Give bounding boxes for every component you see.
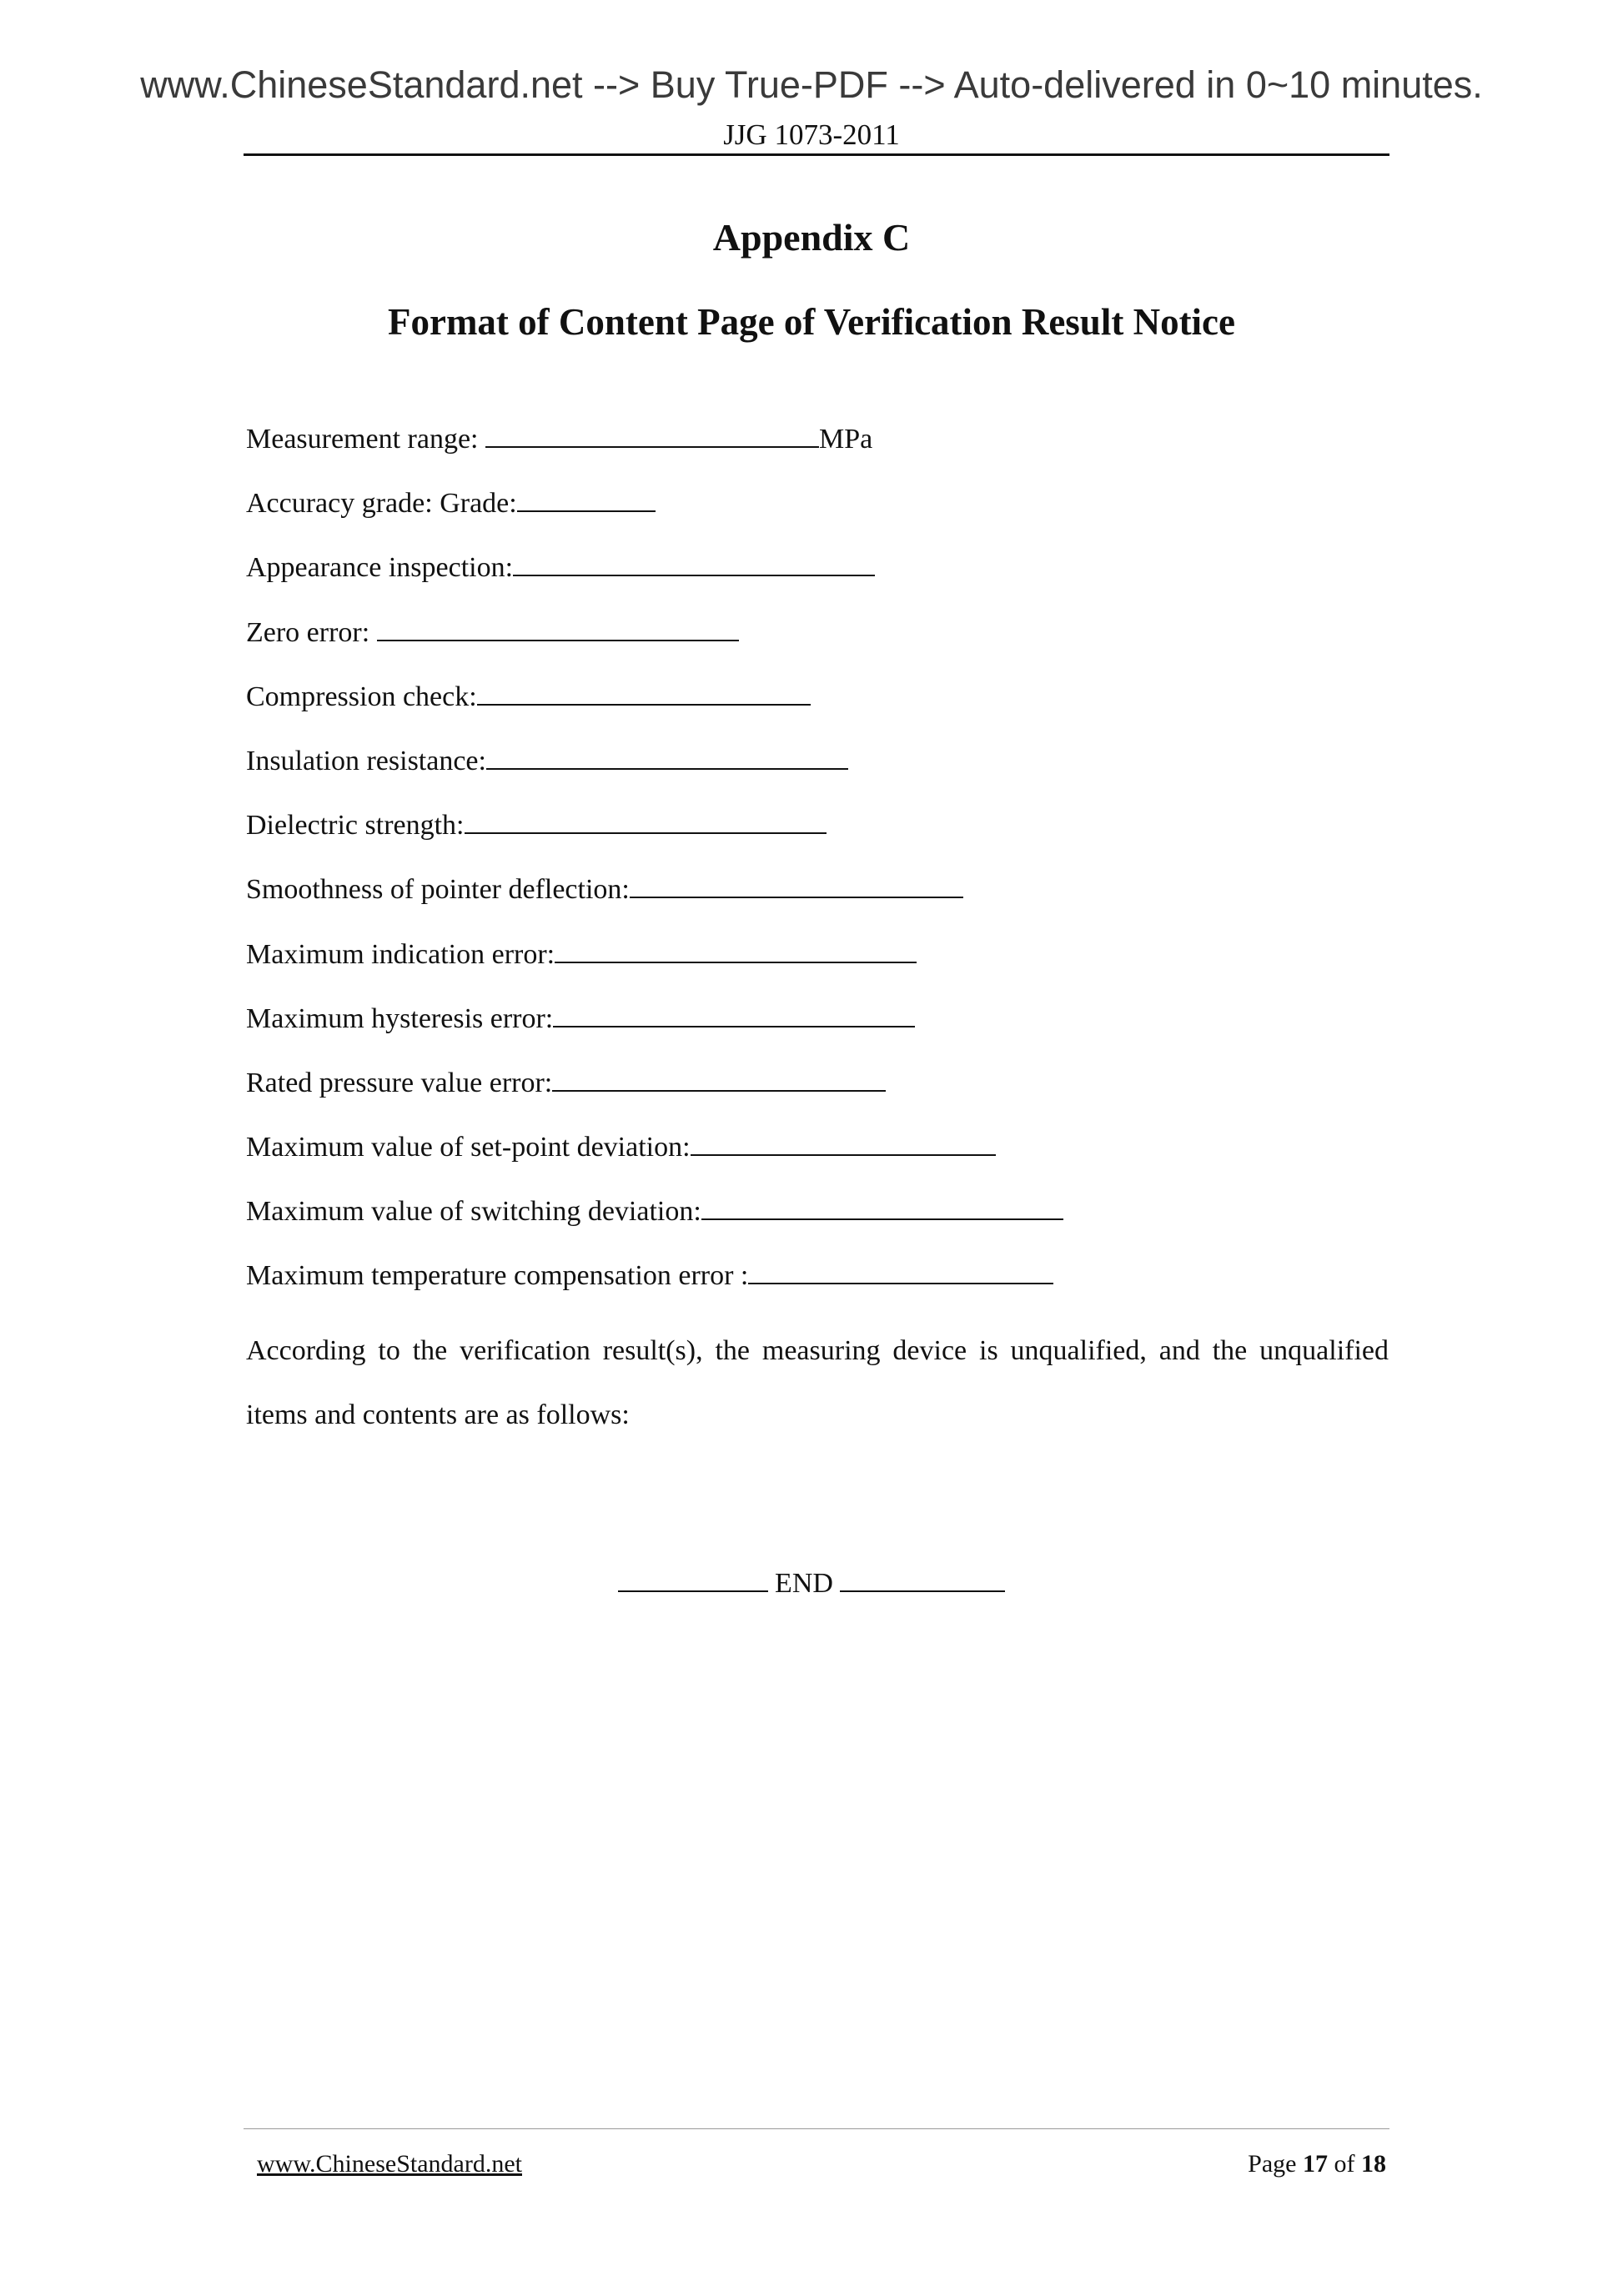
- fill-in-blank: [465, 811, 827, 834]
- top-banner: www.ChineseStandard.net --> Buy True-PDF --> Auto-delivered in 0~10 minutes.: [140, 63, 1483, 106]
- field-label: Accuracy grade: Grade:: [246, 488, 517, 520]
- unqualified-paragraph: According to the verification result(s), the measuring device is unqualified, and the unqualified items and contents are as follows:: [246, 1335, 1389, 1430]
- fill-in-blank: [552, 1068, 886, 1092]
- unit-label: MPa: [819, 424, 873, 455]
- field-label: Maximum value of switching deviation:: [246, 1196, 701, 1228]
- verification-fields: [246, 424, 1389, 1325]
- field-zero-error: [246, 617, 1389, 681]
- fill-in-blank: [555, 940, 917, 963]
- field-temperature-compensation-error: [246, 1260, 1389, 1324]
- end-text: END: [767, 1568, 841, 1599]
- field-max-hysteresis-error: [246, 1003, 1389, 1068]
- page-prefix: Page: [1248, 2150, 1303, 2178]
- field-max-indication-error: [246, 939, 1389, 1003]
- fill-in-blank: [486, 746, 848, 770]
- header-divider: [244, 153, 1389, 156]
- footer-website-link[interactable]: www.ChineseStandard.net: [257, 2150, 522, 2178]
- field-label: Maximum value of set-point deviation:: [246, 1132, 691, 1163]
- field-label: Smoothness of pointer deflection:: [246, 874, 630, 906]
- field-label: Insulation resistance:: [246, 745, 486, 776]
- field-label: Dielectric strength:: [246, 810, 465, 842]
- field-accuracy-grade: [246, 488, 1389, 552]
- fill-in-blank: [377, 618, 739, 641]
- fill-in-blank: [513, 553, 875, 576]
- field-label: Maximum temperature compensation error :: [246, 1260, 749, 1292]
- fill-in-blank: [553, 1004, 915, 1027]
- page-current: 17: [1303, 2150, 1328, 2178]
- page-total: 18: [1361, 2150, 1386, 2178]
- fill-in-blank: [630, 875, 963, 898]
- field-switching-deviation: [246, 1196, 1389, 1260]
- field-label: Maximum indication error:: [246, 938, 555, 970]
- field-set-point-deviation: [246, 1132, 1389, 1196]
- page-of: of: [1328, 2150, 1361, 2178]
- field-appearance-inspection: [246, 552, 1389, 616]
- end-marker: [0, 1568, 1623, 1600]
- fill-in-blank: [701, 1197, 1063, 1220]
- fill-in-blank: [485, 425, 819, 448]
- end-rule-right: [840, 1569, 1005, 1592]
- field-label: Measurement range:: [246, 424, 485, 455]
- appendix-title: Appendix C: [712, 216, 911, 259]
- field-insulation-resistance: [246, 746, 1389, 810]
- field-compression-check: [246, 681, 1389, 746]
- section-title: Format of Content Page of Verification Result Notice: [387, 301, 1235, 343]
- fill-in-blank: [517, 489, 656, 512]
- fill-in-blank: [477, 682, 811, 706]
- field-rated-pressure-error: [246, 1068, 1389, 1132]
- fill-in-blank: [748, 1261, 1053, 1284]
- field-label: Appearance inspection:: [246, 552, 514, 584]
- field-label: Rated pressure value error:: [246, 1067, 553, 1098]
- field-measurement-range: [246, 424, 1389, 488]
- field-label: Compression check:: [246, 681, 477, 712]
- page-number: [1248, 2150, 1386, 2178]
- footer-divider: [244, 2128, 1389, 2129]
- field-dielectric-strength: [246, 810, 1389, 874]
- field-label: Zero error:: [246, 616, 377, 648]
- field-label: Maximum hysteresis error:: [246, 1002, 554, 1034]
- end-rule-left: [618, 1569, 768, 1592]
- field-pointer-deflection: [246, 874, 1389, 938]
- document-code: JJG 1073-2011: [723, 118, 900, 151]
- fill-in-blank: [691, 1133, 996, 1156]
